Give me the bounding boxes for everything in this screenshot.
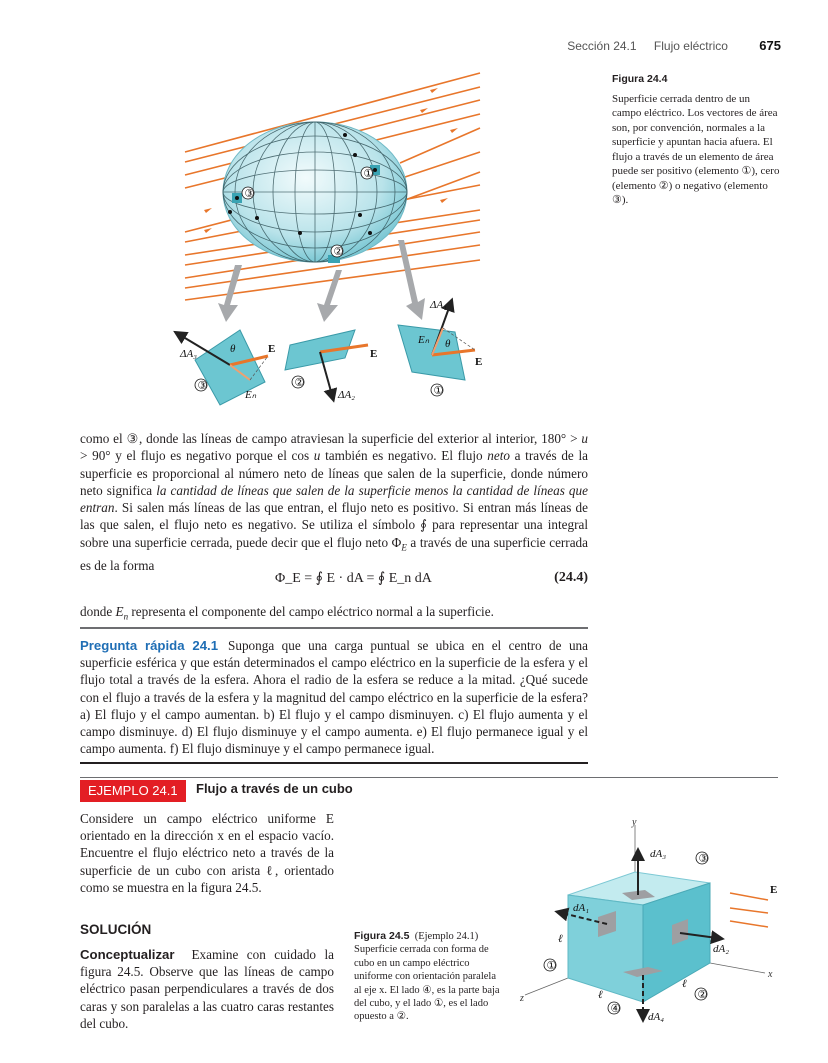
fig-En-3: Eₙ <box>245 389 257 401</box>
figure-24-5-illustration <box>510 815 800 1030</box>
axis-y-label: y <box>632 817 637 828</box>
tile-label-3: ③ <box>197 380 208 392</box>
section-label: Sección 24.1 <box>567 39 637 53</box>
text-run: a través de la superficie es proporcional al número neto de líneas que salen de la superficie, donde número neto significa <box>80 448 588 498</box>
fig-E-3: E <box>268 343 276 355</box>
conceptualize-step <box>80 946 334 1032</box>
fig-dA1: ΔA₁ <box>430 299 447 311</box>
solution-heading: SOLUCIÓN <box>80 922 152 937</box>
fig5-edge-3: ℓ <box>682 978 687 990</box>
fig-En-1: Eₙ <box>418 334 430 346</box>
quick-quiz-text: Suponga que una carga puntual se ubica en el centro de una superficie esférica y que están determinados el campo eléctrico en la superficie de la esfera y el flujo total a través de la esfera. Ahora el radio de la esfera se reduce a la mitad. ¿Qué sucede con el flujo a través de la esfera y la magnitud del campo eléctrico en la superficie de la esfera? a) El flujo y el campo aumentan. b) El flujo y el campo disminuyen. c) El flujo aumenta y el campo disminuye. d) El flujo disminuye y el campo aumenta. e) El flujo permanece igual y el campo aumenta. f) El flujo disminuye y el campo permanece igual. <box>80 638 588 757</box>
subscript: n <box>123 611 129 622</box>
fig5-dA1: dA₁ <box>573 902 590 914</box>
figure-24-4-caption <box>612 72 782 208</box>
fig-theta-1: θ <box>445 338 451 350</box>
text-run-italic: neto <box>487 448 510 464</box>
step-label: Conceptualizar <box>80 947 175 962</box>
fig-dA2: ΔA₂ <box>338 389 355 401</box>
fig5-dA4: dA₄ <box>648 1011 665 1023</box>
figure-24-5-title: Figura 24.5 <box>354 930 410 942</box>
text-run: como el ③, donde las líneas de campo atraviesan la superficie del exterior al interior, 180° > <box>80 431 582 446</box>
text-run: donde <box>80 604 116 619</box>
fig5-side-1: ① <box>546 960 557 972</box>
text-run-italic: u <box>313 448 321 464</box>
figure-24-4-caption-text: Superficie cerrada dentro de un campo eléctrico. Los vectores de área son, por convención, normales a la superficie y apuntan hacia afuera. El flujo a través de un elemento de área puede ser positivo (elemento ①), cero (elemento ②) o negativo (elemento ③). <box>612 92 780 206</box>
figure-24-5-ref: (Ejemplo 24.1) <box>414 931 479 942</box>
equation-formula: Φ_E = ∮ E · dA = ∮ E_n dA <box>275 571 432 586</box>
fig-E-1: E <box>475 356 483 368</box>
equation-24-4 <box>80 570 588 592</box>
subscript: E <box>401 542 407 553</box>
figure-24-5-caption-text: Superficie cerrada con forma de cubo en un campo eléctrico uniforme con orientación paralela al eje x. El lado ④, es la parte baja del cubo, y el lado ①, es el lado opuesto a ②. <box>354 944 500 1023</box>
fig5-E: E <box>770 884 778 896</box>
fig5-dA2: dA₂ <box>713 943 730 955</box>
fig-label-3: ③ <box>244 188 255 200</box>
text-run-italic: u <box>581 431 588 446</box>
step-text: Examine con cuidado la figura 24.5. Observe que las líneas de campo eléctrico pasan perpendiculares a través de dos caras y son paralelas a las cuatro caras restantes del cubo. <box>80 947 334 1031</box>
example-title: Flujo a través de un cubo <box>196 781 353 796</box>
tile-label-1: ① <box>433 385 444 397</box>
quick-quiz-box <box>80 627 588 764</box>
fig5-side-2: ② <box>697 989 708 1001</box>
page-number: 675 <box>759 38 781 53</box>
equation-number: (24.4) <box>554 570 588 585</box>
tile-label-2: ② <box>294 377 305 389</box>
text-run: a través de una superficie cerrada es de la forma <box>80 534 589 573</box>
axis-z-label: z <box>520 993 524 1004</box>
fig5-edge-1: ℓ <box>558 933 563 945</box>
body-paragraph-2 <box>80 603 588 626</box>
axis-x-label: x <box>768 969 773 980</box>
topic-label: Flujo eléctrico <box>653 39 728 53</box>
fig-dA3: ΔA₃ <box>180 348 197 360</box>
figure-24-4-title: Figura 24.4 <box>612 73 668 85</box>
fig5-edge-2: ℓ <box>598 989 603 1001</box>
fig5-dA3: dA₃ <box>650 848 667 860</box>
example-divider <box>80 777 778 778</box>
figure-24-4-illustration <box>160 60 500 410</box>
fig-theta-3: θ <box>230 343 236 355</box>
text-run-italic: E <box>115 604 124 619</box>
text-run: . Si salen más líneas de las que entran, el flujo neto es positivo. Si entran más líneas de las que salen, el flujo neto es negativo. Se utiliza el símbolo ∮ para representar una integral sobre una superficie cerrada, puede decir que el flujo neto Φ <box>80 500 588 550</box>
text-run-italic: la cantidad de líneas que salen de la superficie menos la cantidad de líneas que entran <box>80 482 588 516</box>
fig-label-2: ② <box>333 246 344 258</box>
example-tag: EJEMPLO 24.1 <box>80 780 186 802</box>
text-run: > 90° y el flujo es negativo porque el cos <box>80 448 314 464</box>
fig-label-1: ① <box>363 168 374 180</box>
text-run: representa el componente del campo eléctrico normal a la superficie. <box>128 604 494 619</box>
fig5-side-4: ④ <box>610 1003 621 1015</box>
example-statement: Considere un campo eléctrico uniforme E orientado en la dirección x en el espacio vacío. Encuentre el flujo eléctrico neto a través de la superficie de un cubo con arista ℓ, orientado como se muestra en la figura 24.5. <box>80 811 334 895</box>
quick-quiz-title: Pregunta rápida 24.1 <box>80 638 219 653</box>
body-paragraph-1 <box>80 430 588 574</box>
running-header <box>553 38 781 53</box>
text-run: también es negativo. El flujo <box>320 448 488 464</box>
fig5-side-3: ③ <box>698 853 709 865</box>
figure-24-5-caption <box>354 930 502 1024</box>
fig-E-2: E <box>370 348 378 360</box>
